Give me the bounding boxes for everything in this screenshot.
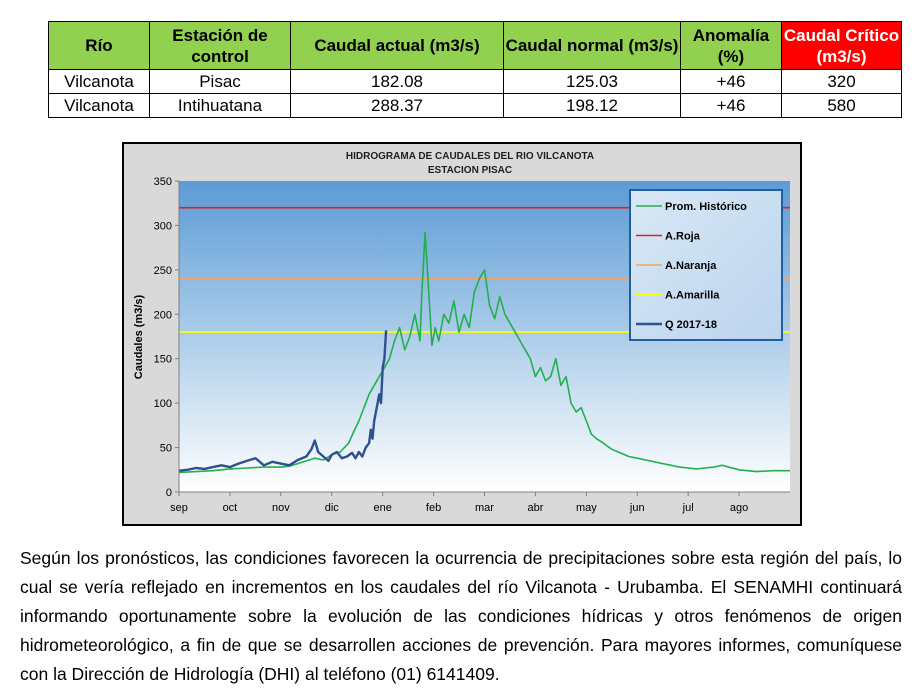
table-header-row <box>49 22 902 70</box>
y-tick-label: 200 <box>153 309 172 322</box>
chart-canvas <box>124 144 800 524</box>
y-tick-label: 100 <box>153 398 172 411</box>
table-cell: +46 <box>681 70 782 94</box>
table-cell: Intihuatana <box>150 94 291 118</box>
legend-label: Q 2017-18 <box>665 319 717 331</box>
x-tick-label: ene <box>373 502 392 514</box>
table-cell: 320 <box>782 70 902 94</box>
x-tick-label: mar <box>475 502 494 514</box>
chart-title-line-1: HIDROGRAMA DE CAUDALES DEL RIO VILCANOTA <box>345 151 595 162</box>
y-tick-label: 150 <box>153 353 172 366</box>
y-axis-label: Caudales (m3/s) <box>133 294 145 380</box>
flow-table <box>48 21 902 118</box>
y-tick-label: 0 <box>165 487 172 499</box>
x-tick-label: sep <box>170 502 188 514</box>
table-cell: 288.37 <box>291 94 504 118</box>
header-caudal-critico: Caudal Crítico (m3/s) <box>782 22 902 70</box>
x-tick-label: ago <box>729 502 749 514</box>
y-tick-label: 50 <box>159 442 172 455</box>
hydrograph-chart <box>122 142 802 526</box>
header-estacion: Estación de control <box>150 22 291 70</box>
header-caudal-actual: Caudal actual (m3/s) <box>291 22 504 70</box>
legend-label: A.Naranja <box>665 260 717 272</box>
forecast-paragraph: Según los pronósticos, las condiciones favorecen la ocurrencia de precipitaciones sobre esta región del país, lo cual se vería reflejado en incrementos en los caudales del río Vilcanota - Urubamba. El SENAMHI continuará informando oportunamente sobre la evolución de las condiciones hídricas y otros fenómenos de origen hidrometeorológico, a fin de que se desarrollen acciones de prevención. Para mayores informes, comuníquese con la Dirección de Hidrología (DHI) al teléfono (01) 6141409. <box>20 548 902 684</box>
y-tick-label: 350 <box>153 176 172 188</box>
x-tick-label: dic <box>324 502 339 514</box>
table-cell: 580 <box>782 94 902 118</box>
legend-label: A.Roja <box>665 230 700 243</box>
table-row <box>49 94 902 118</box>
table-cell: Vilcanota <box>49 94 150 118</box>
table-row <box>49 70 902 94</box>
header-anomalia: Anomalía (%) <box>681 22 782 70</box>
chart-legend <box>630 190 782 340</box>
chart-title-line-2: ESTACION PISAC <box>427 165 513 176</box>
legend-label: Prom. Histórico <box>665 201 747 213</box>
header-caudal-normal: Caudal normal (m3/s) <box>504 22 681 70</box>
x-tick-label: nov <box>271 502 290 514</box>
x-tick-label: oct <box>222 502 238 514</box>
legend-label: A.Amarilla <box>665 289 720 302</box>
table-cell: Pisac <box>150 70 291 94</box>
y-tick-label: 250 <box>153 264 172 277</box>
x-tick-label: jul <box>682 502 694 514</box>
table-cell: 182.08 <box>291 70 504 94</box>
x-tick-label: feb <box>425 502 442 514</box>
header-rio: Río <box>49 22 150 70</box>
y-tick-label: 300 <box>153 220 172 233</box>
table-cell: 125.03 <box>504 70 681 94</box>
table-cell: +46 <box>681 94 782 118</box>
x-tick-label: abr <box>527 502 544 514</box>
table-cell: 198.12 <box>504 94 681 118</box>
x-tick-label: may <box>575 502 597 514</box>
table-cell: Vilcanota <box>49 70 150 94</box>
x-tick-label: jun <box>629 502 645 514</box>
